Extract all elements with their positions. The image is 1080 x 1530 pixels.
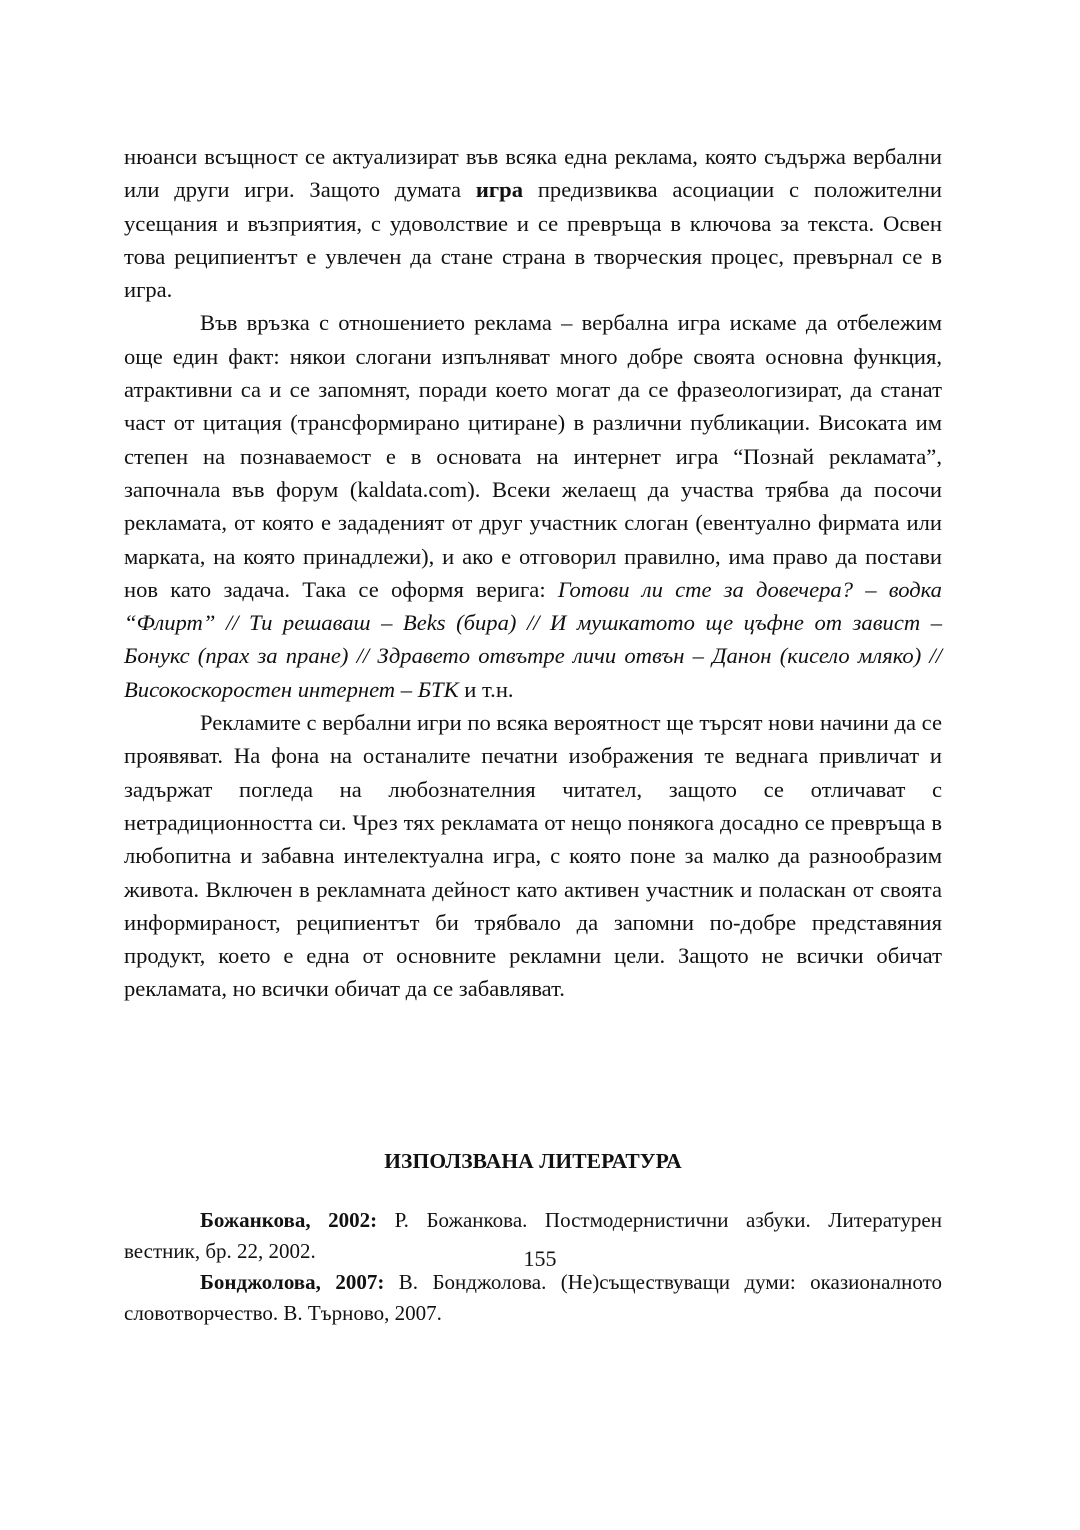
reference-text: В. Бонджолова. (Не)съществуващи думи: оказионалното словотворчество. В. Търново, 2007. xyxy=(124,1270,942,1325)
body-text xyxy=(124,140,942,1006)
reference-text: Р. Божанкова. Постмодернистични азбуки. Литературен вестник, бр. 22, 2002. xyxy=(124,1208,942,1263)
reference-key: Бонджолова, 2007: xyxy=(200,1270,385,1294)
references-heading: ИЗПОЛЗВАНА ЛИТЕРАТУРА xyxy=(384,1149,682,1173)
reference-item xyxy=(124,1267,942,1329)
paragraph-3: Рекламите с вербални игри по всяка вероятност ще търсят нови начини да се проявяват. На фона на останалите печатни изображения те веднага привличат и задържат погледа на любознателния читател, защото се отличават с нетрадиционността си. Чрез тях рекламата от нещо понякога досадно се превръща в любопитна и забавна интелектуална игра, с която поне за малко да разнообразим живота. Включен в рекламната дейност като активен участник и поласкан от своята информираност, реципиентът би трябвало да запомни по-добре представяния продукт, което е една от основните рекламни цели. Защото не всички обичат рекламата, но всички обичат да се забавляват. xyxy=(124,710,942,1002)
paragraph-2 xyxy=(124,306,942,706)
paragraph-1 xyxy=(124,140,942,306)
paragraph-2-text-c: и т.н. xyxy=(458,676,514,702)
paragraph-2-text-a: Във връзка с отношението реклама – вербална игра искаме да отбележим още един факт: някои слогани изпълняват много добре своята основна функция, атрактивни са и се запомнят, поради което могат да се фразеологизират, да станат част от цитация (трансформирано цитиране) в различни публикации. Високата им степен на познаваемост е в основата на интернет игра “Познай рекламата”, започнала във форум (kaldata.com). Всеки желаещ да участва трябва да посочи рекламата, от която е зададеният от друг участник слоган (евентуално фирмата или марката, на която принадлежи), и ако е отговорил правилно, има право да постави нов като задача. Така се оформя верига: xyxy=(124,310,942,602)
paragraph-2-italic-slogans: Готови ли сте за довечера? – водка “Флирт” // Ти решаваш – Beks (бира) // И мушкатото ще цъфне от завист – Бонукс (прах за пране) // Здравето отвътре личи отвън – Данон (кисело мляко) // Високоскоростен интернет – БТК xyxy=(124,576,942,702)
paragraph-1-text-c: предизвиква асоциации с положителни усещания и възприятия, с удоволствие и се превръща в ключова за текста. Освен това реципиентът е увлечен да стане страна в творческия процес, превърнал се в игра. xyxy=(124,177,942,303)
paragraph-1-bold-word: игра xyxy=(475,177,524,203)
page-number: 155 xyxy=(523,1246,557,1271)
paragraph-1-text-a: нюанси всъщност се актуализират във всяка една реклама, която съдържа вербални или други игри. Защото думата xyxy=(124,144,942,203)
reference-key: Божанкова, 2002: xyxy=(200,1208,378,1232)
